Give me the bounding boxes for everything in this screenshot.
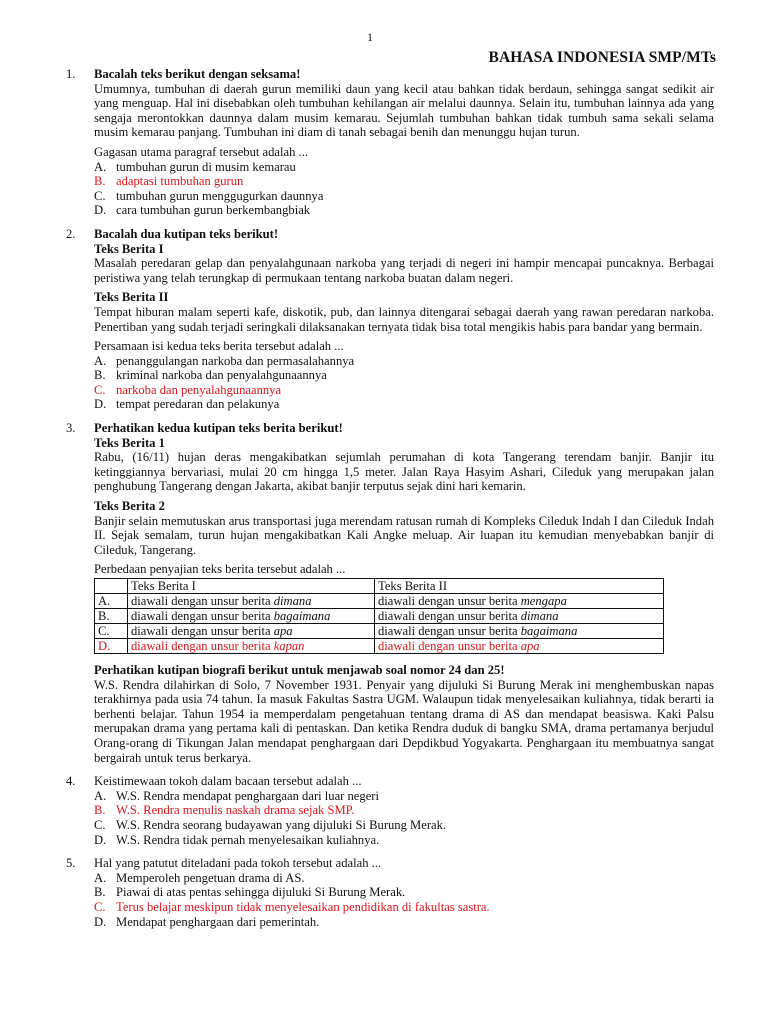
table-cell — [375, 639, 664, 654]
question-stem: Keistimewaan tokoh dalam bacaan tersebut adalah ... — [94, 774, 362, 789]
option-text: Mendapat penghargaan dari pemerintah. — [116, 914, 320, 929]
cell-prefix: diawali dengan unsur berita — [131, 609, 271, 623]
cell-element: apa — [520, 639, 540, 653]
option-letter: D. — [94, 832, 107, 847]
question-instruction: Bacalah dua kutipan teks berikut! — [94, 226, 279, 241]
question-stem: Hal yang patutut diteladani pada tokoh tersebut adalah ... — [94, 856, 382, 871]
option-letter: A. — [95, 594, 128, 609]
option-letter: A. — [94, 353, 107, 368]
option-text: tumbuhan gurun di musim kemarau — [116, 159, 296, 174]
option-d[interactable] — [94, 915, 714, 930]
comparison-table — [94, 578, 664, 654]
question-5 — [66, 856, 714, 929]
option-letter: B. — [94, 368, 106, 383]
option-a[interactable] — [94, 354, 714, 369]
option-a[interactable] — [94, 789, 714, 804]
reading-passage: Tempat hiburan malam seperti kafe, diskotik, pub, dan lainnya ditengarai sebagai daerah yang rawan peredaran narkoba. Penertiban yang sudah terjadi seringkali dilaksanakan ternyata tidak bisa total mengikis habis para bandar yang bermain. — [94, 304, 714, 334]
question-number: 5. — [66, 856, 76, 871]
option-c[interactable] — [94, 189, 714, 204]
table-cell — [375, 609, 664, 624]
option-b-answer[interactable] — [94, 803, 714, 818]
option-letter: B. — [95, 609, 128, 624]
option-letter: D. — [94, 914, 107, 929]
option-letter: B. — [94, 885, 106, 900]
option-d[interactable] — [94, 833, 714, 848]
option-text: W.S. Rendra mendapat penghargaan dari luar negeri — [116, 788, 379, 803]
table-header-cell: Teks Berita II — [375, 579, 664, 594]
table-header-row — [95, 579, 664, 594]
option-letter: D. — [95, 639, 128, 654]
question-number: 3. — [66, 421, 76, 436]
cell-element: dimana — [520, 609, 559, 623]
reading-passage: Umumnya, tumbuhan di daerah gurun memiliki daun yang kecil atau bahkan tidak berdaun, sehingga sangat sedikit air yang menguap. Hal ini disebabkan oleh tumbuhan kehilangan air melalui daunnya. Selain itu, tumbuhan lainnya ada yang sengaja merontokkan daunnya dalam musim kemarau. Sejumlah tumbuhan bahkan tidak tumbuh sama sekali selama musim kemarau panjang. Tumbuhan ini diam di tanah sebagai benih dan menunggu hujan turun. — [94, 81, 714, 140]
document-content — [66, 67, 714, 929]
option-text: W.S. Rendra menulis naskah drama sejak SMP. — [116, 803, 355, 818]
passage-heading: Teks Berita I — [94, 241, 164, 256]
option-text: narkoba dan penyalahgunaannya — [116, 382, 282, 397]
biography-section — [66, 663, 714, 765]
option-letter: D. — [94, 203, 107, 218]
option-letter: A. — [94, 870, 107, 885]
option-letter: C. — [95, 624, 128, 639]
option-text: tumbuhan gurun menggugurkan daunnya — [116, 188, 324, 203]
cell-prefix: diawali dengan unsur berita — [378, 624, 518, 638]
cell-element: bagaimana — [520, 624, 578, 638]
table-header-cell: Teks Berita I — [128, 579, 375, 594]
question-instruction: Perhatikan kedua kutipan teks berita berikut! — [94, 421, 343, 436]
option-text: penanggulangan narkoba dan permasalahannya — [116, 353, 355, 368]
passage-heading: Teks Berita 2 — [94, 499, 165, 514]
option-a[interactable] — [94, 871, 714, 886]
option-text: Terus belajar meskipun tidak menyelesaikan pendidikan di fakultas sastra. — [116, 899, 490, 914]
option-d[interactable] — [94, 397, 714, 412]
option-a[interactable] — [94, 160, 714, 175]
biography-passage: W.S. Rendra dilahirkan di Solo, 7 November 1931. Penyair yang dijuluki Si Burung Merak ini menghembuskan napas terakhirnya pada usia 74 tahun. Ia masuk Fakultas Sastra UGM. Walaupun tidak menyelesaikan kuliahnya, tidak berarti ia berhenti belajar. Tahun 1954 ia memperdalam pengetahuan tentang drama di AS dan mendapat beasiswa. Kaki Palsu merupakan drama yang pertama kali di pentaskan. Dan ketika Rendra duduk di bangku SMA, drama pertamanya berjudul Orang-orang di Tikungan Jalan mendapat penghargaan dari Depdikbud Yogyakarta. Penghargaan itu membuatnya sangat bergairah untuk terus berkarya. — [94, 677, 714, 765]
table-row-d-answer[interactable] — [95, 639, 664, 654]
table-cell — [375, 594, 664, 609]
option-text: Memperoleh pengetuan drama di AS. — [116, 870, 305, 885]
biography-instruction: Perhatikan kutipan biografi berikut untuk menjawab soal nomor 24 dan 25! — [94, 663, 505, 677]
table-row-a[interactable] — [95, 594, 664, 609]
question-1 — [66, 67, 714, 218]
reading-passage: Rabu, (16/11) hujan deras mengakibatkan sejumlah perumahan di kota Tangerang terendam banjir. Banjir itu ketinggiannya bervariasi, mulai 20 cm hingga 1,5 meter. Jalan Raya Hasyim Ashari, Cileduk yang merupakan jalan penghubung Tangerang dengan Jakarta, akibat banjir terputus sejak dini hari kemarin. — [94, 450, 714, 494]
question-instruction: Bacalah teks berikut dengan seksama! — [94, 67, 301, 81]
page-number: 1 — [367, 30, 373, 44]
table-cell — [375, 624, 664, 639]
option-text: W.S. Rendra seorang budayawan yang dijuluki Si Burung Merak. — [116, 817, 447, 832]
table-cell — [128, 624, 375, 639]
table-cell — [95, 579, 128, 594]
table-row-c[interactable] — [95, 624, 664, 639]
passage-heading: Teks Berita 1 — [94, 435, 165, 450]
option-text: adaptasi tumbuhan gurun — [116, 174, 244, 189]
question-2 — [66, 227, 714, 412]
question-4 — [66, 774, 714, 847]
table-cell — [128, 594, 375, 609]
table-cell — [128, 639, 375, 654]
cell-element: apa — [273, 624, 293, 638]
cell-element: dimana — [273, 594, 312, 608]
option-c-answer[interactable] — [94, 900, 714, 915]
option-b-answer[interactable] — [94, 174, 714, 189]
option-text: kriminal narkoba dan penyalahgunaannya — [116, 368, 327, 383]
cell-prefix: diawali dengan unsur berita — [131, 594, 271, 608]
option-c[interactable] — [94, 818, 714, 833]
cell-prefix: diawali dengan unsur berita — [378, 609, 518, 623]
option-letter: C. — [94, 188, 106, 203]
cell-prefix: diawali dengan unsur berita — [378, 594, 518, 608]
cell-element: kapan — [273, 639, 305, 653]
cell-prefix: diawali dengan unsur berita — [378, 639, 518, 653]
question-number: 4. — [66, 774, 76, 789]
option-text: tempat peredaran dan pelakunya — [116, 397, 280, 412]
option-letter: C. — [94, 899, 106, 914]
header-title: BAHASA INDONESIA SMP/MTs — [488, 49, 716, 66]
cell-element: mengapa — [520, 594, 567, 608]
option-text: cara tumbuhan gurun berkembangbiak — [116, 203, 311, 218]
question-stem: Gagasan utama paragraf tersebut adalah ... — [94, 144, 308, 159]
question-stem: Persamaan isi kedua teks berita tersebut adalah ... — [94, 339, 344, 354]
option-letter: D. — [94, 397, 107, 412]
reading-passage: Banjir selain memutuskan arus transportasi juga merendam ratusan rumah di Kompleks Cileduk Indah I dan Cileduk Indah II. Sejak semalam, turun hujan mengakibatkan Kali Angke meluap. Air luapan itu kemudian menyebabkan banjir di Cileduk, Tangerang. — [94, 513, 714, 557]
option-b[interactable] — [94, 368, 714, 383]
question-3 — [66, 421, 714, 654]
option-text: W.S. Rendra tidak pernah menyelesaikan kuliahnya. — [116, 832, 380, 847]
cell-prefix: diawali dengan unsur berita — [131, 639, 271, 653]
question-number: 2. — [66, 226, 76, 241]
option-c-answer[interactable] — [94, 383, 714, 398]
option-letter: A. — [94, 788, 107, 803]
option-letter: C. — [94, 382, 106, 397]
reading-passage: Masalah peredaran gelap dan penyalahgunaan narkoba yang terjadi di negeri ini hampir mencapai puncaknya. Berbagai peristiwa yang telah terungkap di permukaan tentang narkoba buatan dalam negeri. — [94, 256, 714, 285]
option-b[interactable] — [94, 885, 714, 900]
table-cell — [128, 609, 375, 624]
option-letter: A. — [94, 159, 107, 174]
passage-heading: Teks Berita II — [94, 290, 169, 305]
option-letter: B. — [94, 803, 106, 818]
question-stem: Perbedaan penyajian teks berita tersebut adalah ... — [94, 562, 346, 577]
table-row-b[interactable] — [95, 609, 664, 624]
cell-prefix: diawali dengan unsur berita — [131, 624, 271, 638]
question-number: 1. — [66, 67, 76, 81]
option-d[interactable] — [94, 203, 714, 218]
cell-element: bagaimana — [273, 609, 331, 623]
option-text: Piawai di atas pentas sehingga dijuluki Si Burung Merak. — [116, 885, 406, 900]
option-letter: C. — [94, 817, 106, 832]
option-letter: B. — [94, 174, 106, 189]
